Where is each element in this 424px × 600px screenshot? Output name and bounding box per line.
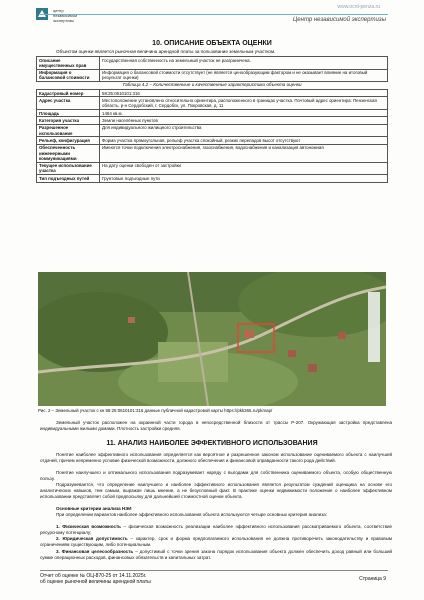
- row-value: Грунтовые подъездные пути: [100, 175, 388, 182]
- row-label: Обеспеченность инженерными коммуникациями: [37, 144, 100, 162]
- neu-paragraph-2: Понятие наилучшего и оптимального использования подразумевает наряду с выгодами для собственника оцениваемого объекта, особую общественную пользу.: [40, 470, 392, 481]
- location-text: Земельный участок расположен на окраинной части города в непосредственной близости от трассы Р-207. Окружающая застройка представлена индивидуальными жилыми домами. Плотность застройки средняя.: [40, 420, 392, 431]
- criterion-physical: 1. Физическая возможность – физическая возможность реализации наиболее эффективного использования рассматриваемого объекта, соответствие ресурсному потенциалу;: [40, 524, 392, 535]
- row-label: Кадастровый номер: [37, 90, 100, 97]
- company-logo-text: центр независимой экспертизы: [53, 8, 78, 23]
- neu-paragraph-3: Подразумевается, что определение наилучшего и наиболее эффективного использования является результатом суждений оценщика на основе его аналитических навыков, тем самым, выражая лишь мнение, а не безусловный факт. В практике оценки недвижимости положение о наиболее эффективном использовании представляет собой предпосылку для дальнейшей стоимостной оценки объекта.: [40, 482, 392, 499]
- row-value: 1464 кв.м.: [100, 109, 388, 116]
- row-value: Форма участка прямоугольная, рельеф участка спокойный, резких перепадов высот отсутствуют: [100, 137, 388, 144]
- table-4-2-caption: Таблица 4.2 – Количественные и качественные характеристики объекта оценки: [122, 82, 302, 87]
- criteria-title: Основные критерии анализа НЭИ: [56, 506, 132, 511]
- criterion-legal: 2. Юридическая допустимость – характер, срок и форма предполагаемого использования не должна противоречить законодательству и правовым ограничениям существующим, либо потенциальным.: [40, 536, 392, 547]
- row-label: Рельеф, конфигурация: [37, 137, 100, 144]
- map-caption: Рис. 2 – Земельный участок с кн 58:25:0610101:316 данные публичной кадастровой карты https://pkk365.ru/pkmap/: [38, 408, 273, 413]
- row-label: Текущее использование участка: [37, 162, 100, 175]
- table-row: [37, 137, 388, 144]
- row-value: Земли населённых пунктов: [100, 117, 388, 124]
- table-row: [37, 69, 388, 82]
- table-row: [37, 97, 388, 110]
- section-10-intro: Объектом оценки является рыночная величина арендной платы за пользование земельным участком.: [56, 49, 276, 54]
- table-row: [37, 124, 388, 137]
- header-site-url: www.ocnt-penza.ru: [337, 4, 380, 10]
- row-label: Тип подъездных путей: [37, 175, 100, 182]
- footer-divider: [40, 570, 388, 571]
- row-label: Категория участка: [37, 117, 100, 124]
- row-label: Описание имущественных прав: [37, 57, 100, 70]
- table-row: [37, 109, 388, 116]
- report-reference: Отчет об оценке № ОЦ-870-25 от 14.11.2025г. об оценке рыночной величины арендной платы: [40, 573, 151, 585]
- page-header: [0, 0, 424, 28]
- rights-table: [36, 56, 388, 82]
- table-row: [37, 57, 388, 70]
- row-value: 58:25:0610101:316: [100, 90, 388, 97]
- row-label: Адрес участка: [37, 97, 100, 110]
- table-row: [37, 175, 388, 182]
- row-value: На дату оценки свободен от застройки: [100, 162, 388, 175]
- section-10-title: 10. ОПИСАНИЕ ОБЪЕКТА ОЦЕНКИ: [152, 40, 272, 47]
- criteria-intro: При определении вариантов наиболее эффективного использования объекта используются четыре основных критерия анализа:: [56, 512, 328, 517]
- row-value: Информация о балансовой стоимости отсутствует (не является ценообразующим фактором и не оказывает влияние на итоговый результат оценки): [100, 69, 388, 82]
- header-divider: [40, 14, 388, 15]
- row-value: Государственная собственность на земельный участок не разграничена.: [100, 57, 388, 70]
- row-value: Имеются точки подключения электроснабжения, газоснабжения, водоснабжения и канализация автономная: [100, 144, 388, 162]
- table-row: [37, 117, 388, 124]
- table-row: [37, 162, 388, 175]
- criterion-financial: 3. Финансовая целесообразность – допустимый с точки зрения закона порядок использования объекта должен обеспечить доход равный или больший сумме операционных расходов, финансовых обязательств и капитальных затрат.: [40, 549, 392, 560]
- characteristics-table: [36, 89, 388, 183]
- row-label: Информация о балансовой стоимости: [37, 69, 100, 82]
- table-row: [37, 144, 388, 162]
- row-value: Местоположение установлено относительно ориентира, расположенного в границах участка. Почтовый адрес ориентира: Пензенская область, р-н Сердобский, г. Сердобск, ул. Покровская, д. 11: [100, 97, 388, 110]
- row-label: Площадь: [37, 109, 100, 116]
- row-label: Разрешенное использование: [37, 124, 100, 137]
- cadastral-map-image: [38, 272, 386, 406]
- section-11-title: 11. АНАЛИЗ НАИБОЛЕЕ ЭФФЕКТИВНОГО ИСПОЛЬЗОВАНИЯ: [106, 440, 318, 447]
- row-value: Для индивидуального жилищного строительства: [100, 124, 388, 137]
- header-slogan: Центр независимой экспертизы: [292, 17, 386, 23]
- neu-paragraph-1: Понятие наиболее эффективного использования определяется как вероятное и разрешенное законом использование оцениваемого объекта с наилучшей отдачей, причем непременно условие физической возможности, должного обеспечения и финансовой оправданности такого рода действий.: [40, 452, 392, 463]
- page-number: Страница 9: [359, 576, 386, 582]
- table-row: [37, 90, 388, 97]
